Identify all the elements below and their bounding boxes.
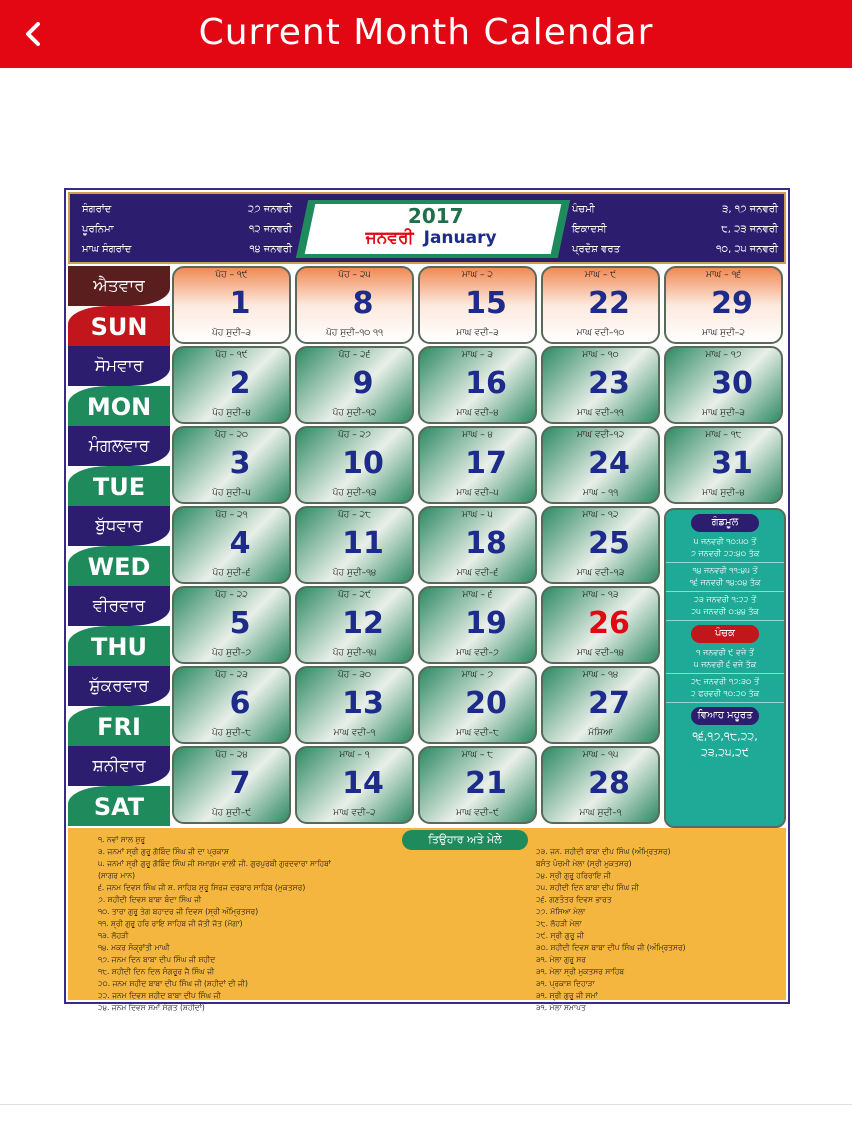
date-cell[interactable] — [418, 586, 537, 664]
date-cell[interactable] — [664, 346, 783, 424]
cell-top-text: ਮਾਘ – ੫ — [462, 510, 493, 520]
cell-bottom-text: ਪੋਹ ਸੁਦੀ–੧੩ — [332, 488, 377, 498]
cell-bottom-text: ਪੋਹ ਸੁਦੀ–੧੨ — [332, 408, 377, 418]
festival-item: ੨੪. ਜਨਮ ਦਿਵਸ ਸਮਾਂ ਸੰਗਤ (ਸ਼ਹੀਦਾਂ) — [98, 1003, 205, 1012]
info-value: ੩, ੧੭ ਜਨਵਰੀ — [722, 204, 778, 215]
date-number: 15 — [465, 286, 507, 321]
info-label: ਪੂਰਨਿਮਾ — [82, 224, 114, 235]
date-number: 4 — [229, 526, 251, 561]
weekday-mon — [68, 346, 170, 426]
info-value: ੮, ੨੩ ਜਨਵਰੀ — [721, 224, 778, 235]
date-cell[interactable] — [418, 426, 537, 504]
weekday-punjabi: ਐਤਵਾਰ — [68, 266, 170, 306]
date-cell[interactable] — [541, 426, 660, 504]
date-cell[interactable] — [541, 266, 660, 344]
date-number: 17 — [465, 446, 507, 481]
marriage-dates: ੧੬,੧੭,੧੮,੨੨, ੨੩,੨੫,੨੯ — [692, 730, 758, 759]
date-number: 23 — [588, 366, 630, 401]
cell-bottom-text: ਮਾਘ ਸੁਦੀ–੩ — [702, 408, 745, 418]
cell-top-text: ਮਾਘ – ੪ — [462, 430, 493, 440]
weekday-sun — [68, 266, 170, 346]
cell-bottom-text: ਮਾਘ ਵਦੀ–੭ — [456, 648, 499, 658]
weekday-punjabi: ਵੀਰਵਾਰ — [68, 586, 170, 626]
date-cell[interactable] — [172, 746, 291, 824]
month-banner-inner — [305, 204, 562, 254]
date-number: 20 — [465, 686, 507, 721]
cell-bottom-text: ਮਾਘ ਵਦੀ–੧ — [333, 728, 376, 738]
festival-item: ੨੫. ਸ਼ਹੀਦੀ ਦਿਨ ਬਾਬਾ ਦੀਪ ਸਿੰਘ ਜੀ — [536, 883, 639, 892]
date-number: 25 — [588, 526, 630, 561]
date-cell[interactable] — [418, 346, 537, 424]
festival-item: ੧੦. ਤਾਰਾ ਗੁਰੂ ਤੇਗ ਬਹਾਦਰ ਜੀ ਦਿਵਸ (ਸ੍ਰੀ ਅੰਮ੍ਰਿਤਸਰ) — [98, 907, 259, 916]
weekday-punjabi: ਮੰਗਲਵਾਰ — [68, 426, 170, 466]
weekday-punjabi: ਬੁੱਧਵਾਰ — [68, 506, 170, 546]
panchak-text: ੨੮ ਜਨਵਰੀ ੧੭:੩੦ ਤੋਂ ੨ ਫਰਵਰੀ ੧੦:੨੦ ਤੱਕ — [666, 674, 784, 703]
weekday-english: FRI — [68, 706, 170, 746]
cell-top-text: ਮਾਘ ਵਦੀ–੧੨ — [576, 430, 625, 440]
header-left-info — [82, 200, 292, 260]
cell-top-text: ਮਾਘ – ੧੭ — [705, 350, 742, 360]
weekday-english: WED — [68, 546, 170, 586]
cell-top-text: ਪੋਹ – ੨੬ — [338, 350, 371, 360]
date-number: 21 — [465, 766, 507, 801]
festival-item: ੩. ਜਨਮਾਂ ਸ੍ਰੀ ਗੁਰੂ ਗੋਬਿੰਦ ਸਿੰਘ ਜੀ ਦਾ ਪ੍ਰਕਾਸ਼ — [98, 847, 229, 856]
festival-item: ੨੪. ਸ੍ਰੀ ਗੁਰੂ ਹਰਿਰਾਇ ਜੀ — [536, 871, 611, 880]
festival-item: ੧੮. ਸ਼ਹੀਦੀ ਦਿਨ ਦਿਲ ਸੰਗਰੂਰ ਜੈ ਸਿੰਘ ਜੀ — [98, 967, 215, 976]
date-cell[interactable] — [295, 666, 414, 744]
info-label: ਪੰਚਮੀ — [572, 204, 595, 215]
festival-item: ੩੦. ਸ਼ਹੀਦੀ ਦਿਵਸ ਬਾਬਾ ਦੀਪ ਸਿੰਘ ਜੀ (ਅੰਮ੍ਰਿਤਸਰ) — [536, 943, 686, 952]
cell-bottom-text: ਪੋਹ ਸੁਦੀ–੧੦ ੧੧ — [326, 328, 383, 338]
cell-bottom-text: ਪੋਹ ਸੁਦੀ–੬ — [212, 568, 251, 578]
cell-bottom-text: ਮਾਘ ਵਦੀ–੧੦ — [576, 328, 625, 338]
festivals-section — [68, 828, 786, 1012]
weekday-wed — [68, 506, 170, 586]
cell-top-text: ਪੋਹ – ੨੧ — [215, 510, 248, 520]
cell-top-text: ਮਾਘ – ੧੬ — [706, 270, 741, 280]
date-cell[interactable] — [418, 746, 537, 824]
info-label: ਪ੍ਰਦੋਸ਼ ਵਰਤ — [572, 244, 620, 255]
page-title: Current Month Calendar — [198, 12, 654, 53]
calendar-header — [68, 192, 786, 264]
festival-item: ੫. ਜਨਮਾਂ ਸ੍ਰੀ ਗੁਰੂ ਗੋਬਿੰਦ ਸਿੰਘ ਜੀ ਸਮਾਗਮ ਵਾਲੀ ਜੀ. ਗੁਰਪੁਰਬੀ ਗੁਰਦਵਾਰਾ ਸਾਹਿਬਾਂ — [98, 859, 331, 868]
date-number: 18 — [465, 526, 507, 561]
festival-item: ੧੧. ਸ਼੍ਰੀ ਗੁਰੂ ਹਰਿ ਰਾਇ ਸਾਹਿਬ ਜੀ ਜੋਤੀ ਜੋਤ (ਮੋਗਾ) — [98, 919, 243, 928]
cell-top-text: ਪੋਹ – ੧੯ — [215, 270, 248, 280]
cell-bottom-text: ਪੋਹ ਸੁਦੀ–੧੫ — [332, 648, 377, 658]
weekday-punjabi: ਸ਼ੁੱਕਰਵਾਰ — [68, 666, 170, 706]
date-number: 8 — [352, 286, 374, 321]
date-number: 5 — [229, 606, 251, 641]
cell-bottom-text: ਪੋਹ ਸੁਦੀ–੮ — [211, 728, 252, 738]
festival-item: ੨੬. ਗਣਤੰਤਰ ਦਿਵਸ ਭਾਰਤ — [536, 895, 612, 904]
cell-top-text: ਪੋਹ – ੨੭ — [338, 430, 371, 440]
festival-item: ੨੩. ਜਨ. ਸ਼ਹੀਦੀ ਬਾਬਾ ਦੀਪ ਸਿੰਘ (ਅੰਮ੍ਰਿਤਸਰ) — [536, 847, 671, 856]
festival-item: ੧੪. ਮਕਰ ਸੰਕ੍ਰਾਂਤੀ ਮਾਘੀ — [98, 943, 170, 952]
cell-top-text: ਪੋਹ – ੨੩ — [215, 670, 248, 680]
cell-bottom-text: ਮਾਘ ਸੁਦੀ–੨ — [702, 328, 745, 338]
app-bar — [0, 0, 852, 68]
cell-top-text: ਮਾਘ – ੧੪ — [582, 670, 619, 680]
cell-top-text: ਮਾਘ – ੧ — [339, 750, 370, 760]
festival-item: ੩੧. ਮੇਲਾ ਸ੍ਰੀ ਮੁਕਤਸਰ ਸਾਹਿਬ — [536, 967, 625, 976]
info-label: ਸੰਗਰਾਂਦ — [82, 204, 112, 215]
cell-bottom-text: ਮਾਘ ਵਦੀ–੯ — [456, 808, 499, 818]
cell-bottom-text: ਮਾਘ ਵਦੀ–੪ — [456, 408, 499, 418]
cell-top-text: ਮਾਘ – ੩ — [461, 350, 493, 360]
header-right-info — [572, 200, 778, 260]
date-number: 31 — [711, 446, 753, 481]
cell-bottom-text: ਪੋਹ ਸੁਦੀ–੯ — [211, 808, 252, 818]
festival-item: ਬਸੰਤ ਪੰਚਮੀ ਮੇਲਾ (ਸ੍ਰੀ ਮੁਕਤਸਰ) — [536, 859, 632, 868]
weekday-english: THU — [68, 626, 170, 666]
festival-item: ੩੧. ਮੇਲਾ ਗੁਰੂ ਸਰ — [536, 955, 586, 964]
cell-top-text: ਪੋਹ – ੨੯ — [337, 590, 372, 600]
date-cell[interactable] — [172, 426, 291, 504]
cell-top-text: ਪੋਹ – ੧੯ — [215, 350, 248, 360]
weekday-thu — [68, 586, 170, 666]
date-cell[interactable] — [295, 506, 414, 584]
festivals-list-right — [536, 846, 776, 1014]
date-number: 14 — [342, 766, 384, 801]
panchak-text: ੧ ਜਨਵਰੀ ੯ ਵਜੇ ਤੋਂ ੫ ਜਨਵਰੀ ੬ ਵਜੇ ਤੱਕ — [666, 645, 784, 674]
month-label — [308, 228, 554, 248]
festival-item: ੭. ਸ਼ਹੀਦੀ ਦਿਵਸ ਬਾਬਾ ਬੰਦਾ ਸਿੰਘ ਜੀ — [98, 895, 202, 904]
date-cell[interactable] — [664, 266, 783, 344]
cell-bottom-text: ਮਾਘ ਵਦੀ–੩ — [456, 328, 499, 338]
cell-bottom-text: ਪੋਹ ਸੁਦੀ–੪ — [212, 408, 251, 418]
cell-bottom-text: ਮਾਘ ਵਦੀ–੬ — [456, 568, 499, 578]
cell-top-text: ਮਾਘ – ੯ — [584, 270, 617, 280]
cell-bottom-text: ਮਾਘ ਵਦੀ–੧੪ — [577, 648, 624, 658]
date-number: 24 — [588, 446, 630, 481]
date-number: 1 — [229, 286, 251, 321]
weekday-sat — [68, 746, 170, 826]
date-cell[interactable] — [172, 266, 291, 344]
gandmool-text: ੧੪ ਜਨਵਰੀ ੧੧:੪੫ ਤੋਂ ੧੬ ਜਨਵਰੀ ੧੪:੦੪ ਤੱਕ — [666, 563, 784, 592]
cell-top-text: ਪੋਹ – ੨੦ — [214, 430, 249, 440]
info-value: ੧੦, ੨੫ ਜਨਵਰੀ — [715, 244, 778, 255]
date-number: 3 — [229, 446, 251, 481]
cell-bottom-text: ਮਾਘ ਸੁਦੀ–੧ — [579, 808, 622, 818]
date-number: 28 — [588, 766, 630, 801]
festival-item: ੨੦. ਜਨਮ ਸ਼ਹੀਦ ਬਾਬਾ ਦੀਪ ਸਿੰਘ ਜੀ (ਸ਼ਹੀਦਾਂ ਦੀ ਜੀ) — [98, 979, 248, 988]
date-number: 16 — [465, 366, 507, 401]
cell-bottom-text: ਮੱਸਿਆ — [588, 728, 613, 738]
festival-item: ੨੯. ਸ੍ਰੀ ਗੁਰੂ ਜੀ — [536, 931, 585, 940]
date-cell[interactable] — [541, 666, 660, 744]
date-cell[interactable] — [295, 586, 414, 664]
date-cell[interactable] — [664, 426, 783, 504]
cell-bottom-text: ਮਾਘ – ੧੧ — [582, 488, 619, 498]
date-cell[interactable] — [418, 266, 537, 344]
cell-top-text: ਮਾਘ – ੭ — [461, 670, 494, 680]
weekday-english: SUN — [68, 306, 170, 346]
cell-bottom-text: ਮਾਘ ਸੁਦੀ–੪ — [702, 488, 745, 498]
date-number: 13 — [342, 686, 384, 721]
date-cell[interactable] — [172, 666, 291, 744]
cell-top-text: ਪੋਹ – ੩੦ — [337, 670, 372, 680]
date-cell[interactable] — [295, 426, 414, 504]
gandmool-text: ੫ ਜਨਵਰੀ ੧੦:੫੦ ਤੋਂ ੭ ਜਨਵਰੀ ੨੨:੪੦ ਤੱਕ — [666, 534, 784, 563]
date-number: 7 — [229, 766, 251, 801]
festival-item: ੩੧. ਪ੍ਰਕਾਸ਼ ਦਿਹਾੜਾ — [536, 979, 595, 988]
weekday-english: MON — [68, 386, 170, 426]
date-number: 10 — [342, 446, 384, 481]
date-cell[interactable] — [541, 346, 660, 424]
cell-bottom-text: ਮਾਘ ਵਦੀ–੮ — [456, 728, 499, 738]
date-number: 19 — [465, 606, 507, 641]
date-cell[interactable] — [541, 586, 660, 664]
date-cell[interactable] — [541, 746, 660, 824]
festival-item: ੧੭. ਜਨਮ ਦਿਨ ਬਾਬਾ ਦੀਪ ਸਿੰਘ ਜੀ ਸ਼ਹੀਦ — [98, 955, 216, 964]
weekday-punjabi: ਸ਼ਨੀਵਾਰ — [68, 746, 170, 786]
date-cell[interactable] — [418, 506, 537, 584]
month-banner — [296, 200, 570, 258]
cell-top-text: ਪੋਹ – ੨੫ — [338, 270, 371, 280]
date-number: 22 — [588, 286, 630, 321]
date-cell[interactable] — [295, 346, 414, 424]
festival-item: (ਸਾਗਰ ਮਾਨ) — [98, 871, 136, 880]
festival-item: ੨੮. ਲੋਹੜੀ ਮੇਲਾ — [536, 919, 582, 928]
cell-bottom-text: ਮਾਘ ਵਦੀ–੧੧ — [577, 408, 624, 418]
cell-bottom-text: ਪੋਹ ਸੁਦੀ–੭ — [211, 648, 252, 658]
panchak-badge: ਪੰਚਕ — [691, 625, 759, 643]
month-punjabi: ਜਨਵਰੀ — [365, 228, 414, 248]
cell-top-text: ਮਾਘ – ੧੩ — [582, 590, 619, 600]
date-cell[interactable] — [541, 506, 660, 584]
date-cell[interactable] — [172, 506, 291, 584]
info-label: ਮਾਘ ਸੰਗਰਾਂਦ — [82, 244, 132, 255]
cell-top-text: ਪੋਹ – ੨੮ — [337, 510, 372, 520]
festival-item: ੧. ਨਵਾਂ ਸਾਲ ਸ਼ੁਰੂ — [98, 835, 145, 844]
date-number: 27 — [588, 686, 630, 721]
cell-top-text: ਮਾਘ – ੧੦ — [582, 350, 619, 360]
weekday-english: TUE — [68, 466, 170, 506]
gandmool-text: ੨੩ ਜਨਵਰੀ ੧:੨੨ ਤੋਂ ੨੫ ਜਨਵਰੀ ੦:੪੪ ਤੱਕ — [666, 592, 784, 621]
cell-bottom-text: ਮਾਘ ਵਦੀ–੫ — [456, 488, 499, 498]
date-number: 2 — [229, 366, 251, 401]
info-label: ਇਕਾਦਸੀ — [572, 224, 607, 235]
weekday-punjabi: ਸੋਮਵਾਰ — [68, 346, 170, 386]
weekday-tue — [68, 426, 170, 506]
date-number: 9 — [352, 366, 374, 401]
cell-top-text: ਮਾਘ – ੧੨ — [582, 510, 619, 520]
calendar-image[interactable] — [64, 188, 790, 1012]
date-cell[interactable] — [295, 266, 414, 344]
year-label: 2017 — [407, 204, 464, 228]
cell-top-text: ਪੋਹ – ੨੪ — [215, 750, 248, 760]
festival-item: ੩੧. ਮੇਲਾ ਸਮਾਪਤ — [536, 1003, 586, 1012]
info-value: ੧੪ ਜਨਵਰੀ — [249, 244, 292, 255]
date-number: 30 — [711, 366, 753, 401]
marriage-muhurat-badge: ਵਿਆਹ ਮਹੂਰਤ — [691, 707, 759, 725]
weekday-english: SAT — [68, 786, 170, 826]
gandmool-badge: ਗੰਡਮੂਲ — [691, 514, 759, 532]
cell-bottom-text: ਮਾਘ ਵਦੀ–੧੩ — [576, 568, 625, 578]
info-panel — [664, 508, 786, 828]
festival-item: ੨੭. ਮੱਸਿਆ ਮੇਲਾ — [536, 907, 586, 916]
festival-item: ੧੩. ਲੋਹੜੀ — [98, 931, 129, 940]
info-value: ੨੭ ਜਨਵਰੀ — [247, 204, 292, 215]
cell-top-text: ਮਾਘ – ੮ — [461, 750, 494, 760]
date-number: 11 — [342, 526, 384, 561]
cell-bottom-text: ਪੋਹ ਸੁਦੀ–੩ — [212, 328, 251, 338]
cell-bottom-text: ਪੋਹ ਸੁਦੀ–੫ — [212, 488, 251, 498]
cell-bottom-text: ਪੋਹ ਸੁਦੀ–੧੪ — [332, 568, 377, 578]
festival-item: ੨੨. ਜਨਮ ਦਿਵਸ ਸ਼ਹੀਦ ਬਾਬਾ ਦੀਪ ਸਿੰਘ ਜੀ — [98, 991, 221, 1000]
cell-top-text: ਮਾਘ – ੧੫ — [582, 750, 619, 760]
festivals-list-left — [98, 834, 418, 1014]
cell-bottom-text: ਮਾਘ ਵਦੀ–੨ — [333, 808, 376, 818]
info-value: ੧੨ ਜਨਵਰੀ — [248, 224, 292, 235]
date-number: 29 — [711, 286, 753, 321]
festival-item: ੩੧. ਸ੍ਰੀ ਗੁਰੂ ਜੀ ਸਮਾਂ — [536, 991, 598, 1000]
date-number: 26 — [588, 606, 630, 641]
divider — [0, 1104, 852, 1105]
date-cell[interactable] — [172, 346, 291, 424]
date-cell[interactable] — [418, 666, 537, 744]
cell-top-text: ਮਾਘ – ੬ — [462, 590, 493, 600]
date-cell[interactable] — [172, 586, 291, 664]
festivals-badge: ਤਿਉਹਾਰ ਅਤੇ ਮੇਲੇ — [402, 830, 528, 850]
cell-top-text: ਮਾਘ – ੨ — [461, 270, 493, 280]
date-number: 12 — [342, 606, 384, 641]
festival-item: ੬. ਜਨਮ ਦਿਵਸ ਸਿੰਘ ਜੀ ਸ਼. ਸਾਹਿਬ ਸੁਰੂ ਸਿਰਜ ਦਰਬਾਰ ਸਾਹਿਬ (ਮੁਕਤਸਰ) — [98, 883, 306, 892]
date-number: 6 — [229, 686, 251, 721]
cell-top-text: ਪੋਹ – ੨੨ — [215, 590, 248, 600]
month-english: January — [423, 228, 497, 248]
weekday-fri — [68, 666, 170, 746]
date-cell[interactable] — [295, 746, 414, 824]
cell-top-text: ਮਾਘ – ੧੮ — [705, 430, 742, 440]
